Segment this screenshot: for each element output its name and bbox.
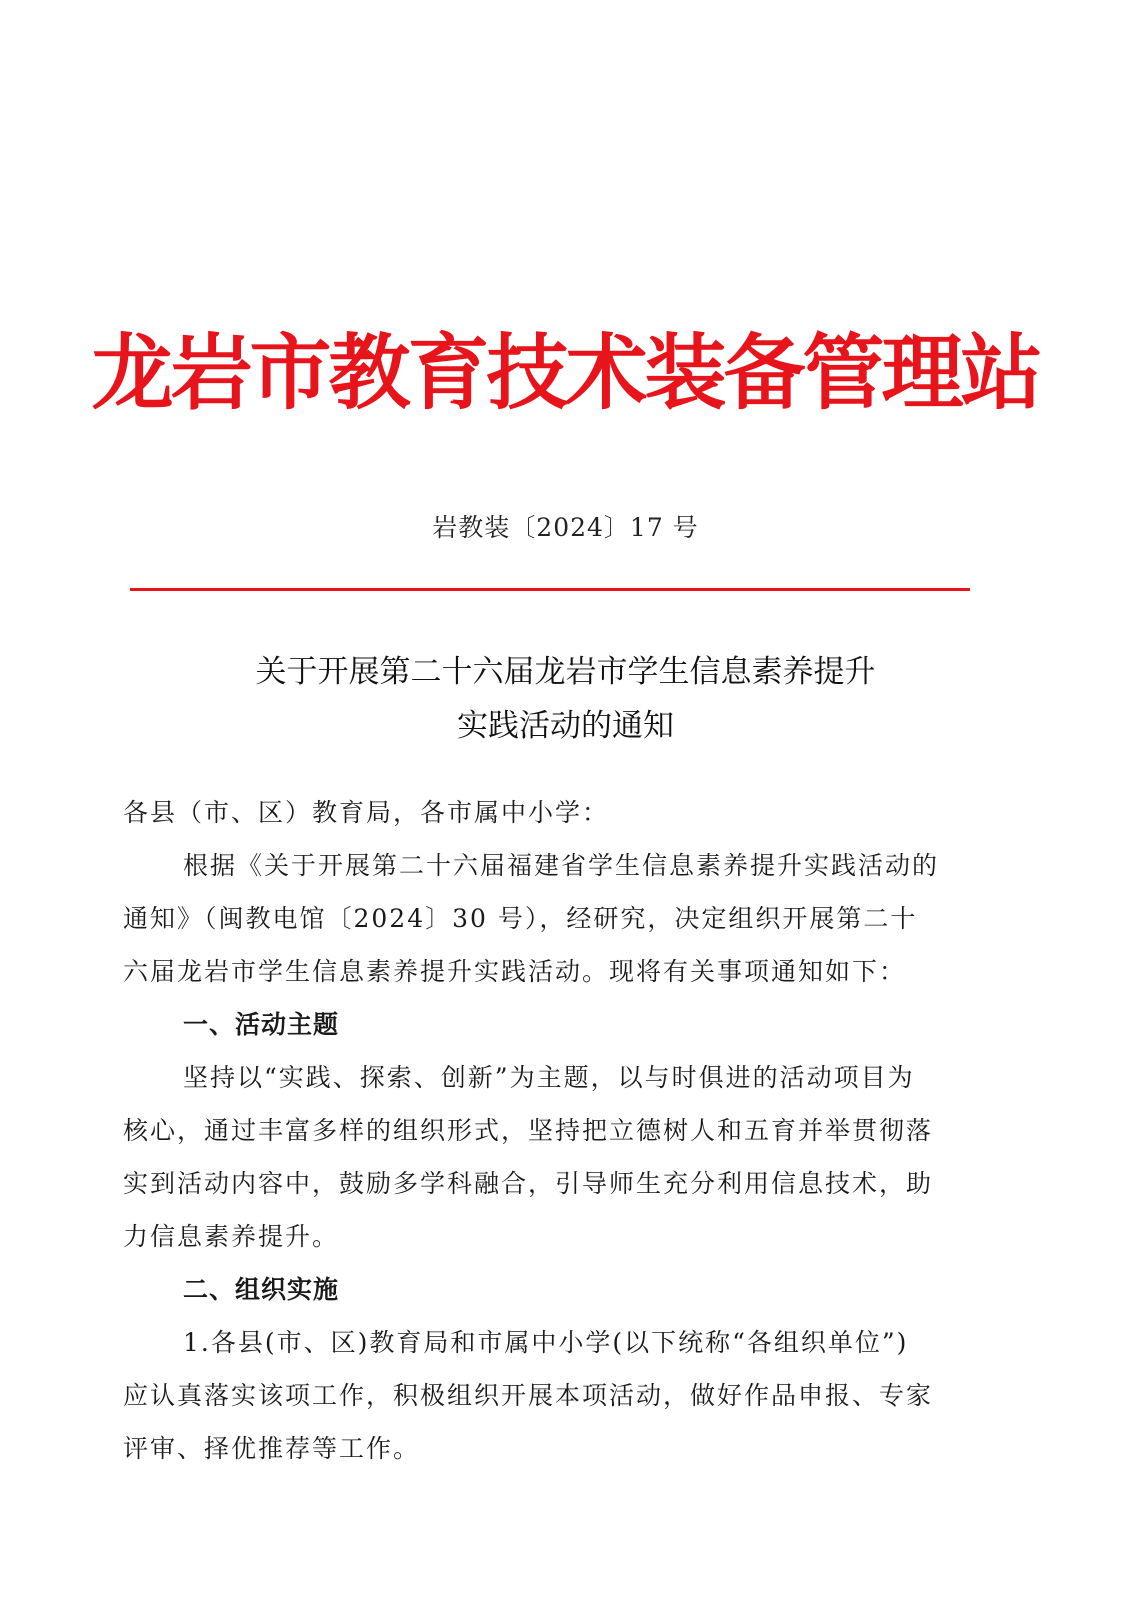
section-2-line-3: 评审、择优推荐等工作。: [123, 1434, 421, 1463]
section-1-line-1: 坚持以“实践、探索、创新”为主题，以与时俱进的活动项目为: [183, 1063, 915, 1092]
section-2-line-2: 应认真落实该项工作，积极组织开展本项活动，做好作品申报、专家: [123, 1381, 934, 1410]
organization-title: 龙岩市教育技术装备管理站: [91, 326, 1040, 421]
section-1-line-2: 核心，通过丰富多样的组织形式，坚持把立德树人和五育并举贯彻落: [123, 1116, 934, 1145]
section-2-heading: 二、组织实施: [183, 1275, 340, 1304]
notice-title-line-2: 实践活动的通知: [457, 708, 674, 744]
salutation: 各县（市、区）教育局，各市属中小学：: [123, 798, 610, 827]
intro-line-1: 根据《关于开展第二十六届福建省学生信息素养提升实践活动的: [183, 851, 940, 880]
section-2-line-1: 1.各县(市、区)教育局和市属中小学(以下统称“各组织单位”): [183, 1328, 909, 1357]
document-body: [123, 786, 1028, 1475]
notice-title: [0, 645, 1131, 753]
document-number: 岩教装〔2024〕17 号: [432, 513, 699, 542]
notice-title-line-1: 关于开展第二十六届龙岩市学生信息素养提升: [255, 654, 876, 690]
section-1-line-3: 实到活动内容中，鼓励多学科融合，引导师生充分利用信息技术，助: [123, 1169, 934, 1198]
red-divider-line: [130, 588, 970, 591]
intro-line-3: 六届龙岩市学生信息素养提升实践活动。现将有关事项通知如下：: [123, 957, 907, 986]
section-1-line-4: 力信息素养提升。: [123, 1222, 340, 1251]
section-1-heading: 一、活动主题: [183, 1010, 340, 1039]
intro-line-2: 通知》（闽教电馆〔2024〕30 号），经研究，决定组织开展第二十: [123, 904, 918, 933]
